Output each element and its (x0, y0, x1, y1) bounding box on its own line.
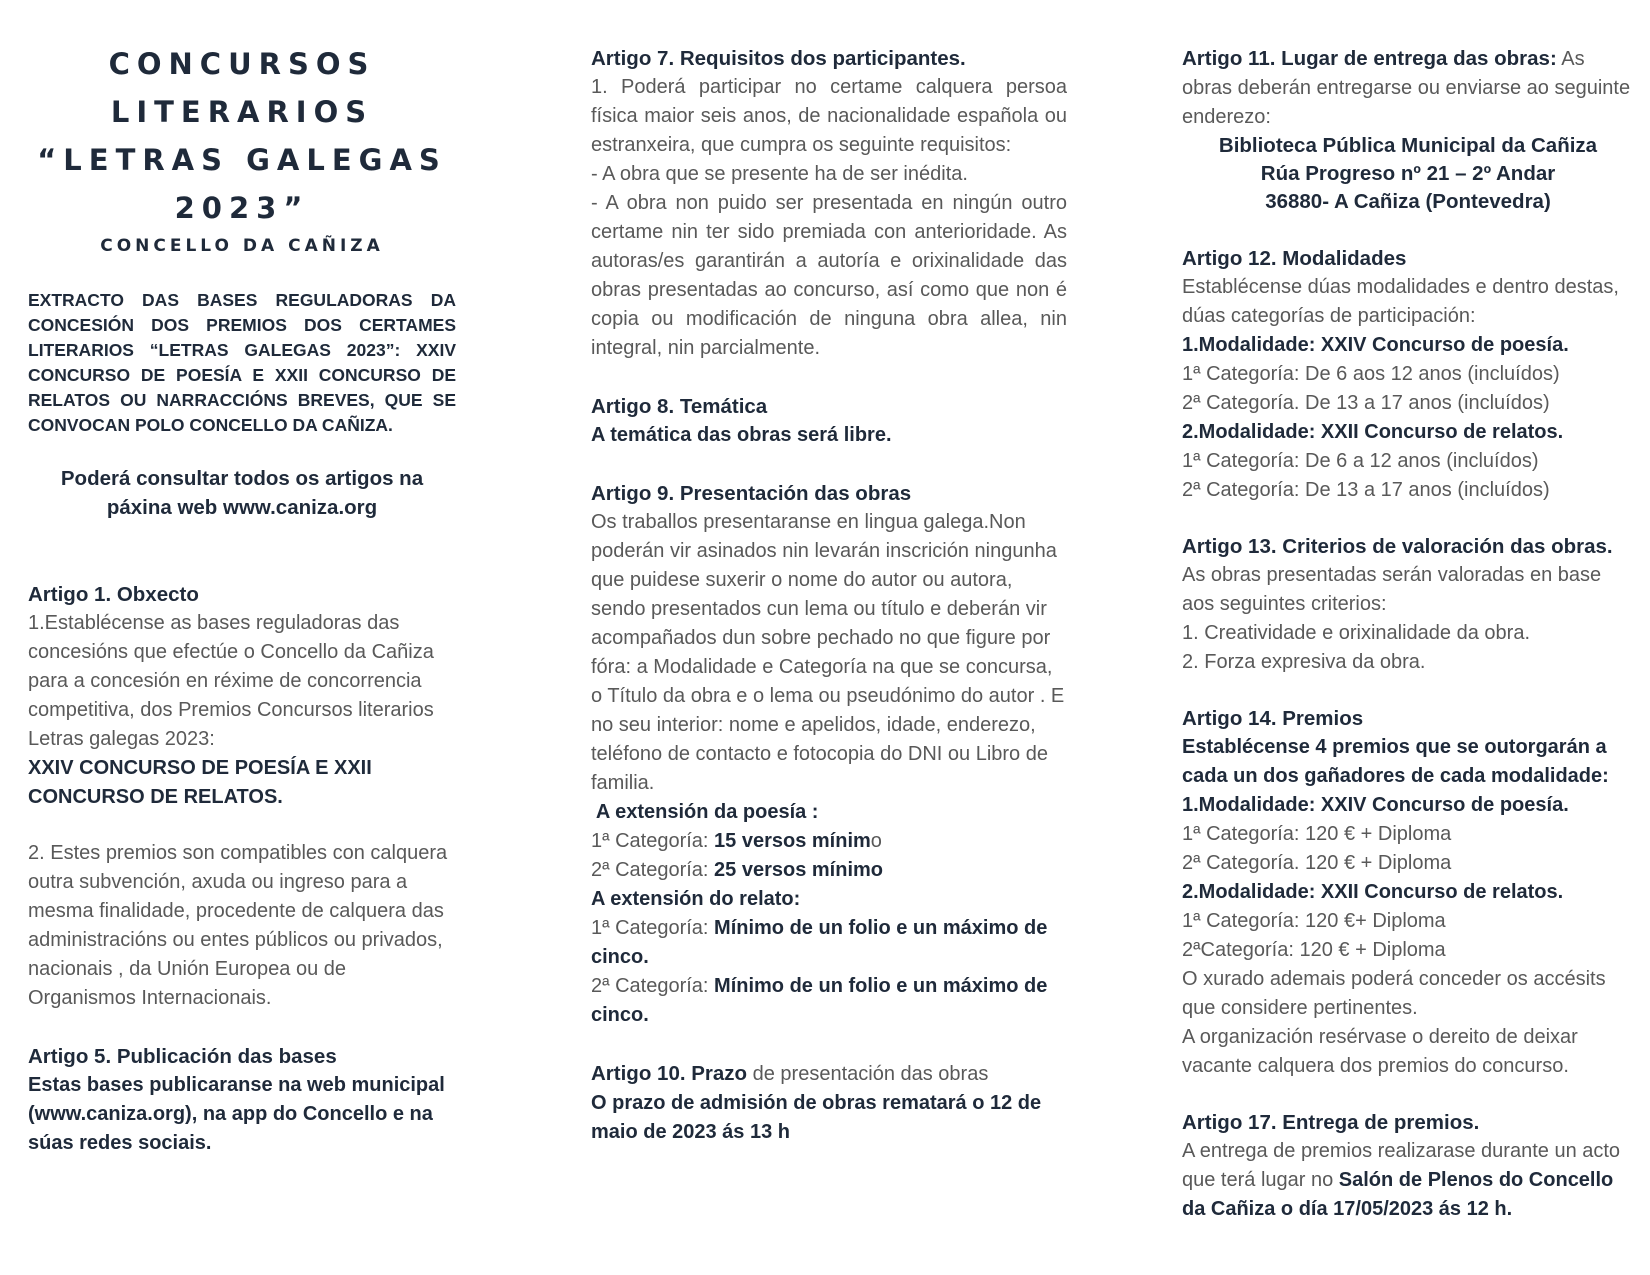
article-text: As obras deberán entregarse ou enviarse ao seguinte enderezo: (1182, 48, 1631, 128)
modality-heading: 1.Modalidade: XXIV Concurso de poesía. (1182, 794, 1569, 816)
title-line: CONCURSOS (108, 47, 376, 81)
article-5 (28, 1042, 456, 1158)
column-right (1182, 44, 1634, 1224)
article-paragraph: O xurado ademais poderá conceder os accésits que considere pertinentes. (1182, 968, 1606, 1019)
prize-line: 2ªCategoría: 120 € + Diploma (1182, 939, 1446, 961)
story-extension-heading: A extensión do relato: (591, 888, 801, 910)
article-9 (591, 479, 1067, 1030)
category-line: 1ª Categoría: De 6 a 12 anos (incluídos) (1182, 450, 1539, 472)
poetry-category-1 (591, 827, 1067, 856)
brochure-title (28, 40, 456, 232)
article-heading: Artigo 11. Lugar de entrega das obras: (1182, 47, 1557, 70)
consult-line: Poderá consultar todos os artigos na (60, 467, 424, 490)
article-heading: Artigo 1. Obxecto (28, 583, 199, 606)
address-line: 36880- A Cañiza (Pontevedra) (1265, 190, 1551, 213)
article-17 (1182, 1108, 1634, 1224)
article-paragraph-bold: O prazo de admisión de obras rematará o 12 de maio de 2023 ás 13 h (591, 1092, 1042, 1143)
article-paragraph (1182, 44, 1634, 132)
category-label: 1ª Categoría: (591, 830, 715, 852)
brochure-subtitle: CONCELLO DA CAÑIZA (100, 236, 384, 256)
article-heading-line (591, 1059, 1067, 1089)
article-paragraph-bold: XXIV CONCURSO DE POESÍA E XXII CONCURSO DE RELATOS. (28, 757, 372, 808)
article-paragraph: - A obra non puido ser presentada en ningún outro certame nin ter sido premiada con anterioridade. As autoras/es garantirán a autoría e orixinalidade das obras presentadas ao concurso, así como que non é copia ou modificación de ninguna obra allea, nin integral, nin parcialmente. (591, 192, 1067, 359)
article-heading: Artigo 14. Premios (1182, 707, 1364, 730)
consult-note (28, 464, 456, 522)
modality-heading: 1.Modalidade: XXIV Concurso de poesía. (1182, 334, 1569, 356)
category-value: Mínimo de un folio e un máximo de cinco. (591, 917, 1048, 968)
column-left (28, 40, 456, 1158)
article-paragraph: 1.Establécense as bases reguladoras das concesións que efectúe o Concello da Cañiza para a concesión en réxime de concorrencia competitiva, dos Premios Concursos literarios Letras galegas 2023: (28, 612, 434, 750)
article-heading: Artigo 17. Entrega de premios. (1182, 1111, 1480, 1134)
title-line: 2023” (174, 191, 310, 225)
article-heading: Artigo 7. Requisitos dos participantes. (591, 47, 966, 70)
story-category-1 (591, 914, 1067, 972)
article-paragraph-bold: A temática das obras será libre. (591, 424, 892, 446)
address-line: Biblioteca Pública Municipal da Cañiza (1218, 134, 1598, 157)
category-line: 2ª Categoría. De 13 a 17 anos (incluídos) (1182, 392, 1550, 414)
article-heading: Artigo 5. Publicación das bases (28, 1045, 337, 1068)
poetry-category-2 (591, 856, 1067, 885)
article-text-bold: Salón de Plenos do Concello da Cañiza o día 17/05/2023 ás 12 h. (1182, 1169, 1614, 1220)
article-paragraph: 1. Poderá participar no certame calquera persoa física maior seis anos, de nacionalidade española ou estranxeira, que cumpra os seguinte requisitos: (591, 76, 1067, 156)
article-paragraph-bold: Establécense 4 premios que se outorgarán a cada un dos gañadores de cada modalidade: (1182, 736, 1609, 787)
prize-line: 2ª Categoría. 120 € + Diploma (1182, 852, 1452, 874)
address-line: Rúa Progreso nº 21 – 2º Andar (1260, 162, 1556, 185)
modality-heading: 2.Modalidade: XXII Concurso de relatos. (1182, 881, 1564, 903)
article-heading: Artigo 8. Temática (591, 395, 768, 418)
category-label: 2ª Categoría: (591, 975, 715, 997)
category-label: 1ª Categoría: (591, 917, 715, 939)
category-line: 2ª Categoría: De 13 a 17 anos (incluídos) (1182, 479, 1550, 501)
category-value-tail: o (870, 830, 882, 852)
column-middle (591, 44, 1067, 1147)
article-text: A entrega de premios realizarase durante un acto que terá lugar no (1182, 1140, 1621, 1191)
article-heading: Artigo 10. Prazo (591, 1062, 748, 1085)
article-1 (28, 580, 456, 1013)
article-13 (1182, 532, 1634, 677)
article-paragraph: Establécense dúas modalidades e dentro destas, dúas categorías de participación: (1182, 276, 1619, 327)
poetry-extension-heading: A extensión da poesía : (591, 801, 819, 823)
article-14 (1182, 704, 1634, 1081)
consult-line: páxina web www.caniza.org (106, 496, 378, 519)
title-line: “LETRAS GALEGAS (37, 143, 447, 177)
article-paragraph: A organización resérvase o dereito de deixar vacante calquera dos premios do concurso. (1182, 1026, 1578, 1077)
category-label: 2ª Categoría: (591, 859, 715, 881)
story-category-2 (591, 972, 1067, 1030)
article-7 (591, 44, 1067, 363)
title-line: LITERARIOS (110, 95, 374, 129)
category-line: 1ª Categoría: De 6 aos 12 anos (incluídos) (1182, 363, 1560, 385)
category-value: 25 versos mínimo (714, 859, 883, 881)
article-paragraph: - A obra que se presente ha de ser inédita. (591, 163, 968, 185)
extract-text: EXTRACTO DAS BASES REGULADORAS DA CONCESIÓN DOS PREMIOS DOS CERTAMES LITERARIOS “LETRAS GALEGAS 2023”: XXIV CONCURSO DE POESÍA E XXII CONCURSO DE RELATOS OU NARRACCIÓNS BREVES, QUE SE CONVOCAN POLO CONCELLO DA CAÑIZA. (28, 290, 456, 435)
criterion-line: 2. Forza expresiva da obra. (1182, 651, 1426, 673)
modality-heading: 2.Modalidade: XXII Concurso de relatos. (1182, 421, 1564, 443)
prize-line: 1ª Categoría: 120 € + Diploma (1182, 823, 1452, 845)
article-paragraph: 2. Estes premios son compatibles con calquera outra subvención, axuda ou ingreso para a mesma finalidade, procedente de calquera das administracións ou entes públicos ou privados, nacionais , da Unión Europea ou de Organismos Internacionais. (28, 842, 448, 1009)
article-paragraph-bold: Estas bases publicaranse na web municipal (www.caniza.org), na app do Concello e na súas redes sociais. (28, 1074, 445, 1154)
article-paragraph: As obras presentadas serán valoradas en base aos seguintes criterios: (1182, 564, 1602, 615)
article-paragraph: Os traballos presentaranse en lingua galega.Non poderán vir asinados nin levarán inscrición ningunha que puidese suxerir o nome do autor ou autora, sendo presentados cun lema ou título e deberán vir acompañados dun sobre pechado no que figure por fóra: a Modalidade e Categoría na que se concursa, o Título da obra e o lema ou pseudónimo do autor . E no seu interior: nome e apelidos, idade, enderezo, teléfono de contacto e fotocopia do DNI ou Libro de familia. (591, 511, 1065, 794)
article-11 (1182, 44, 1634, 216)
criterion-line: 1. Creatividade e orixinalidade da obra. (1182, 622, 1530, 644)
prize-line: 1ª Categoría: 120 €+ Diploma (1182, 910, 1446, 932)
category-value: 15 versos mínim (714, 830, 871, 852)
delivery-address (1182, 132, 1634, 216)
article-8 (591, 392, 1067, 450)
article-heading: Artigo 9. Presentación das obras (591, 482, 912, 505)
article-heading-tail: de presentación das obras (747, 1063, 989, 1085)
article-heading: Artigo 12. Modalidades (1182, 247, 1407, 270)
article-12 (1182, 244, 1634, 505)
article-10 (591, 1059, 1067, 1147)
category-value: Mínimo de un folio e un máximo de cinco. (591, 975, 1048, 1026)
article-heading: Artigo 13. Criterios de valoración das obras. (1182, 535, 1613, 558)
article-paragraph (1182, 1137, 1634, 1224)
